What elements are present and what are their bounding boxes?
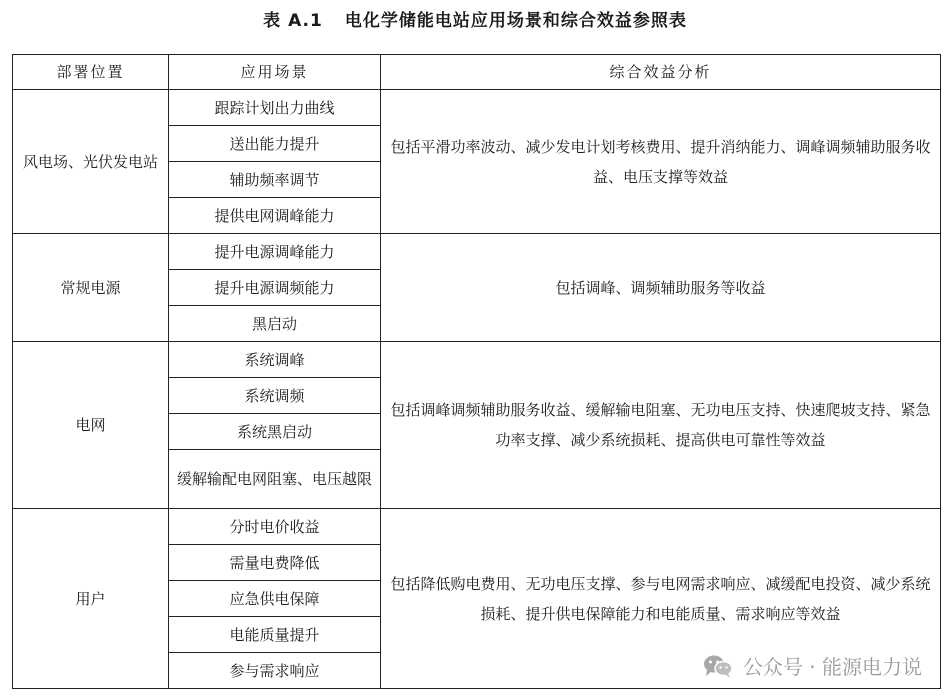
header-scenario: 应用场景 bbox=[169, 55, 381, 90]
table-row bbox=[13, 509, 941, 545]
scenario-cell: 系统黑启动 bbox=[169, 414, 381, 450]
scenario-cell: 黑启动 bbox=[169, 306, 381, 342]
location-cell: 风电场、光伏发电站 bbox=[13, 90, 169, 234]
table-number: 表 A.1 bbox=[263, 11, 323, 31]
scenario-cell: 系统调频 bbox=[169, 378, 381, 414]
scenario-cell: 辅助频率调节 bbox=[169, 162, 381, 198]
table-row bbox=[13, 90, 941, 126]
benefit-cell: 包括平滑功率波动、减少发电计划考核费用、提升消纳能力、调峰调频辅助服务收益、电压支撑等效益 bbox=[381, 90, 941, 234]
scenario-cell: 电能质量提升 bbox=[169, 617, 381, 653]
scenario-cell: 跟踪计划出力曲线 bbox=[169, 90, 381, 126]
header-benefit: 综合效益分析 bbox=[381, 55, 941, 90]
scenario-cell: 送出能力提升 bbox=[169, 126, 381, 162]
watermark-text: 公众号 · 能源电力说 bbox=[742, 655, 922, 679]
benefit-cell: 包括调峰调频辅助服务收益、缓解输电阻塞、无功电压支持、快速爬坡支持、紧急功率支撑、减少系统损耗、提高供电可靠性等效益 bbox=[381, 342, 941, 509]
table-row bbox=[13, 342, 941, 378]
scenario-cell: 提升电源调峰能力 bbox=[169, 234, 381, 270]
header-location: 部署位置 bbox=[13, 55, 169, 90]
table-title: 电化学储能电站应用场景和综合效益参照表 bbox=[344, 11, 687, 31]
benefit-cell: 包括降低购电费用、无功电压支撑、参与电网需求响应、减缓配电投资、减少系统损耗、提升供电保障能力和电能质量、需求响应等效益 bbox=[381, 509, 941, 689]
scenario-cell: 需量电费降低 bbox=[169, 545, 381, 581]
watermark bbox=[697, 649, 928, 682]
scenario-cell: 应急供电保障 bbox=[169, 581, 381, 617]
scenario-cell: 提供电网调峰能力 bbox=[169, 198, 381, 234]
benefit-cell: 包括调峰、调频辅助服务等收益 bbox=[381, 234, 941, 342]
location-cell: 电网 bbox=[13, 342, 169, 509]
scenario-benefit-table bbox=[12, 54, 941, 689]
table-row bbox=[13, 234, 941, 270]
location-cell: 常规电源 bbox=[13, 234, 169, 342]
scenario-cell: 系统调峰 bbox=[169, 342, 381, 378]
location-cell: 用户 bbox=[13, 509, 169, 689]
scenario-cell: 参与需求响应 bbox=[169, 653, 381, 689]
header-row bbox=[13, 55, 941, 90]
scenario-cell: 提升电源调频能力 bbox=[169, 270, 381, 306]
scenario-cell: 分时电价收益 bbox=[169, 509, 381, 545]
wechat-icon bbox=[703, 654, 733, 678]
table-caption bbox=[0, 6, 950, 31]
scenario-cell: 缓解输配电网阻塞、电压越限 bbox=[169, 450, 381, 509]
